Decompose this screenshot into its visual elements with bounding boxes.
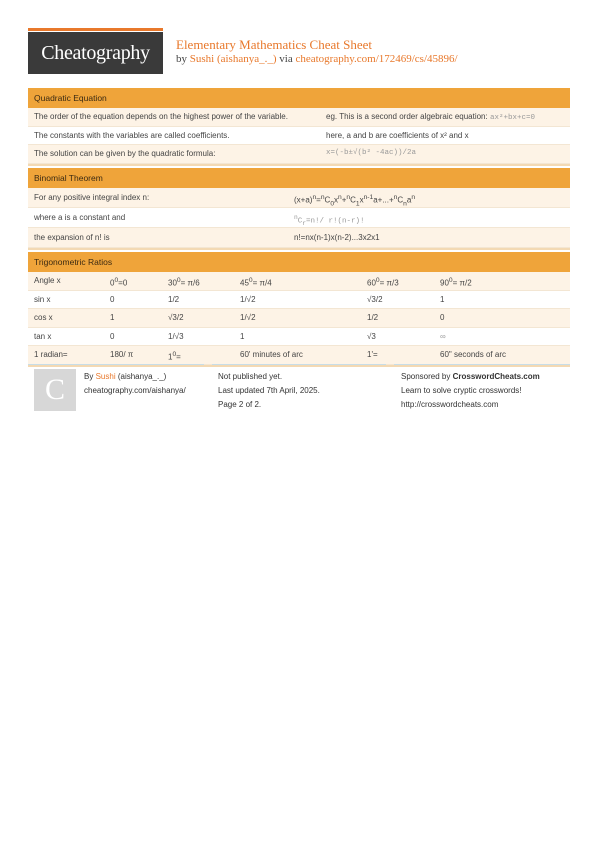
footer-by: By [84, 372, 94, 381]
cell-right: n!=nx(n-1)x(n-2)...3x2x1 [294, 233, 380, 242]
footer-author [84, 372, 166, 381]
table-row [28, 208, 570, 228]
cell-value: 0 [440, 313, 445, 322]
table-row [28, 291, 570, 310]
sheet-title[interactable]: Elementary Mathematics Cheat Sheet [176, 37, 373, 52]
cell-value: 0 [110, 294, 115, 304]
footer-divider [394, 364, 570, 365]
footer-tagline: Learn to solve cryptic crosswords! [401, 386, 522, 395]
table-row [28, 309, 570, 328]
footer-updated: Last updated 7th April, 2025. [218, 386, 320, 395]
cell-value: 1'= [367, 350, 378, 359]
cheatography-logo[interactable] [28, 28, 163, 74]
section-quadratic-equation [28, 88, 570, 166]
cell-left: The order of the equation depends on the highest power of the variable. [34, 112, 288, 121]
cell-value: 1/√2 [240, 294, 256, 304]
cell-angle-60: $60^0= \pi/3$ [367, 277, 399, 288]
cell-left: the expansion of n! is [34, 233, 110, 242]
cell-value: 1/2 [367, 313, 379, 322]
cell-label: cos x [34, 313, 53, 322]
cell-value: ∞ [440, 331, 446, 341]
cell-value: 1 [440, 294, 445, 304]
cell-left: For any positive integral index n: [34, 193, 150, 202]
table-row [28, 228, 570, 248]
cell-value: 60' minutes of arc [240, 350, 303, 359]
combination-formula: $^nC_r=n!/$ r!(n-r)! [294, 214, 365, 227]
cell-angle-90: $90^0= \pi/2$ [440, 277, 472, 288]
section-title: Binomial Theorem [28, 168, 570, 188]
cell-angle-30: $30^0= \pi/6$ [168, 277, 200, 288]
footer-divider [212, 364, 386, 365]
cell-value: 1/2 [168, 294, 180, 304]
byline-via: via [279, 53, 293, 65]
cell-value: 1 [110, 313, 115, 322]
table-row [28, 188, 570, 208]
section-binomial-theorem [28, 168, 570, 250]
cell-right [326, 108, 535, 128]
cell-angle-45: $45^0= \pi/4$ [240, 277, 272, 288]
cell-label: sin x [34, 294, 51, 304]
cell-left: The constants with the variables are called coefficients. [34, 130, 230, 140]
footer-author-url[interactable]: cheatography.com/aishanya/ [84, 386, 186, 395]
cell-value: 0 [110, 331, 115, 341]
cell-one-degree: $1^0=$ [168, 351, 181, 362]
logo-accent-bar [28, 28, 163, 31]
cell-label: tan x [34, 331, 52, 341]
cell-value: √3/2 [367, 294, 383, 304]
table-row [28, 272, 570, 291]
avatar-letter: C [44, 373, 65, 406]
cell-left: where a is a constant and [34, 213, 126, 222]
cell-left: The solution can be given by the quadratic formula: [34, 149, 216, 158]
cell-right: here, a and b are coefficients of x² and x [326, 130, 469, 140]
cell-right-text: eg. This is a second order algebraic equation: [326, 112, 488, 121]
cell-label: Angle x [34, 276, 61, 285]
section-divider [28, 248, 570, 250]
footer-sponsor [401, 372, 540, 381]
table-row [28, 127, 570, 146]
table-row [28, 108, 570, 127]
footer-author-name[interactable]: Sushi [95, 372, 116, 381]
author-avatar[interactable] [34, 369, 76, 411]
footer-divider [28, 364, 204, 365]
byline-by: by [176, 53, 187, 65]
section-title: Quadratic Equation [28, 88, 570, 108]
logo-box [28, 32, 163, 74]
cell-right-code: ax²+bx+c=0 [489, 114, 535, 122]
cell-value: √3/2 [168, 313, 184, 322]
cell-label: 1 radian= [34, 350, 68, 359]
author-link[interactable]: Sushi (aishanya_._) [189, 53, 277, 65]
table-row [28, 328, 570, 347]
footer-page: Page 2 of 2. [218, 400, 262, 409]
table-row [28, 346, 570, 365]
section-trigonometric-ratios [28, 252, 570, 367]
sheet-url-link[interactable]: cheatography.com/172469/cs/45896/ [295, 53, 458, 65]
footer-published: Not published yet. [218, 372, 283, 381]
section-divider [28, 164, 570, 166]
logo-text: Cheatography [41, 41, 150, 64]
cell-value: 60" seconds of arc [440, 350, 506, 359]
section-title: Trigonometric Ratios [28, 252, 570, 272]
binomial-expansion-formula: $(x+a)^n=^nC_0x^n+^nC_1x^{n-1}a+...+^nC_na^n$ [294, 194, 416, 208]
cell-right-code: x=(-b±√(b² -4ac))/2a [326, 149, 417, 157]
cell-value: 1 [240, 331, 245, 341]
footer-sponsored-by: Sponsored by [401, 372, 451, 381]
footer-sponsor-url[interactable]: http://crosswordcheats.com [401, 400, 499, 409]
footer-sponsor-name[interactable]: CrosswordCheats.com [452, 372, 540, 381]
cell-angle-0: $0^0=0$ [110, 277, 128, 288]
cell-value: 1/√3 [168, 331, 184, 341]
cell-value: 180/ π [110, 350, 134, 359]
table-row [28, 145, 570, 164]
byline [176, 53, 458, 65]
cell-value: 1/√2 [240, 313, 256, 322]
footer-author-handle: (aishanya_._) [117, 372, 167, 381]
cell-value: √3 [367, 331, 376, 341]
